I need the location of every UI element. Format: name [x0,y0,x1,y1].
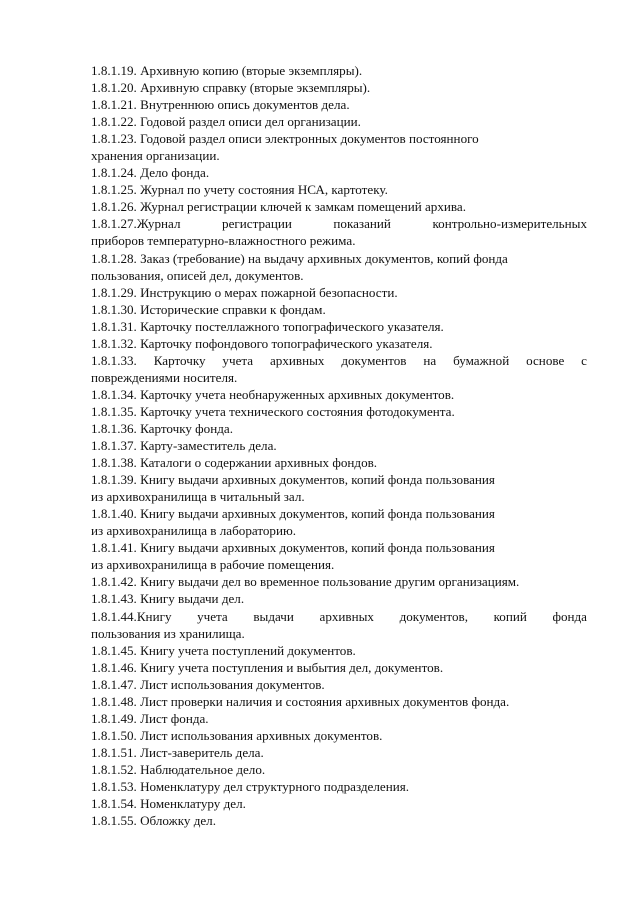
document-line: 1.8.1.23. Годовой раздел описи электронных документов постоянного [91,131,479,147]
document-line: 1.8.1.52. Наблюдательное дело. [91,761,266,777]
document-line: из архивохранилища в рабочие помещения. [91,557,335,573]
document-line: 1.8.1.24. Дело фонда. [91,165,210,181]
document-line: 1.8.1.25. Журнал по учету состояния НСА, картотеку. [91,182,388,198]
document-line: 1.8.1.22. Годовой раздел описи дел организации. [91,114,361,130]
document-line: 1.8.1.40. Книгу выдачи архивных документов, копий фонда пользования [91,506,495,522]
document-line: 1.8.1.39. Книгу выдачи архивных документов, копий фонда пользования [91,472,495,488]
document-line: 1.8.1.54. Номенклатуру дел. [91,796,246,812]
document-line: повреждениями носителя. [91,369,238,385]
document-line: 1.8.1.33. Карточку учета архивных документов на бумажной основе с [91,352,587,368]
document-line: пользования, описей дел, документов. [91,267,304,283]
document-line: 1.8.1.47. Лист использования документов. [91,676,325,692]
document-line: из архивохранилища в лабораторию. [91,523,297,539]
document-line: 1.8.1.27.Журнал регистрации показаний контрольно-измерительных [91,216,587,232]
document-line: 1.8.1.48. Лист проверки наличия и состояния архивных документов фонда. [91,693,510,709]
document-line: 1.8.1.20. Архивную справку (вторые экземпляры). [91,80,371,96]
document-line: 1.8.1.44.Книгу учета выдачи архивных документов, копий фонда [91,608,587,624]
document-line: 1.8.1.30. Исторические справки к фондам. [91,301,326,317]
document-line: из архивохранилища в читальный зал. [91,489,305,505]
document-line: 1.8.1.41. Книгу выдачи архивных документов, копий фонда пользования [91,540,495,556]
document-line: приборов температурно-влажностного режима. [91,233,356,249]
document-line: пользования из хранилища. [91,625,245,641]
document-line: 1.8.1.36. Карточку фонда. [91,420,233,436]
document-line: 1.8.1.42. Книгу выдачи дел во временное пользование другим организациям. [91,574,520,590]
document-line: 1.8.1.50. Лист использования архивных документов. [91,727,383,743]
document-line: 1.8.1.31. Карточку постеллажного топографического указателя. [91,318,444,334]
document-line: хранения организации. [91,148,220,164]
document-line: 1.8.1.55. Обложку дел. [91,813,216,829]
document-line: 1.8.1.32. Карточку пофондового топографического указателя. [91,335,433,351]
document-line: 1.8.1.29. Инструкцию о мерах пожарной безопасности. [91,284,398,300]
document-line: 1.8.1.35. Карточку учета технического состояния фотодокумента. [91,403,455,419]
document-line: 1.8.1.51. Лист-заверитель дела. [91,744,264,760]
document-text-body [91,62,587,829]
document-line: 1.8.1.37. Карту-заместитель дела. [91,438,277,454]
document-line: 1.8.1.34. Карточку учета необнаруженных архивных документов. [91,386,455,402]
document-line: 1.8.1.26. Журнал регистрации ключей к замкам помещений архива. [91,199,467,215]
document-line: 1.8.1.45. Книгу учета поступлений документов. [91,642,356,658]
document-line: 1.8.1.46. Книгу учета поступления и выбытия дел, документов. [91,659,444,675]
document-line: 1.8.1.28. Заказ (требование) на выдачу архивных документов, копий фонда [91,250,508,266]
document-line: 1.8.1.43. Книгу выдачи дел. [91,591,245,607]
document-line: 1.8.1.53. Номенклатуру дел структурного подразделения. [91,778,410,794]
document-line: 1.8.1.49. Лист фонда. [91,710,209,726]
document-line: 1.8.1.21. Внутреннюю опись документов дела. [91,97,350,113]
document-line: 1.8.1.19. Архивную копию (вторые экземпляры). [91,63,363,78]
document-line: 1.8.1.38. Каталоги о содержании архивных фондов. [91,455,378,471]
